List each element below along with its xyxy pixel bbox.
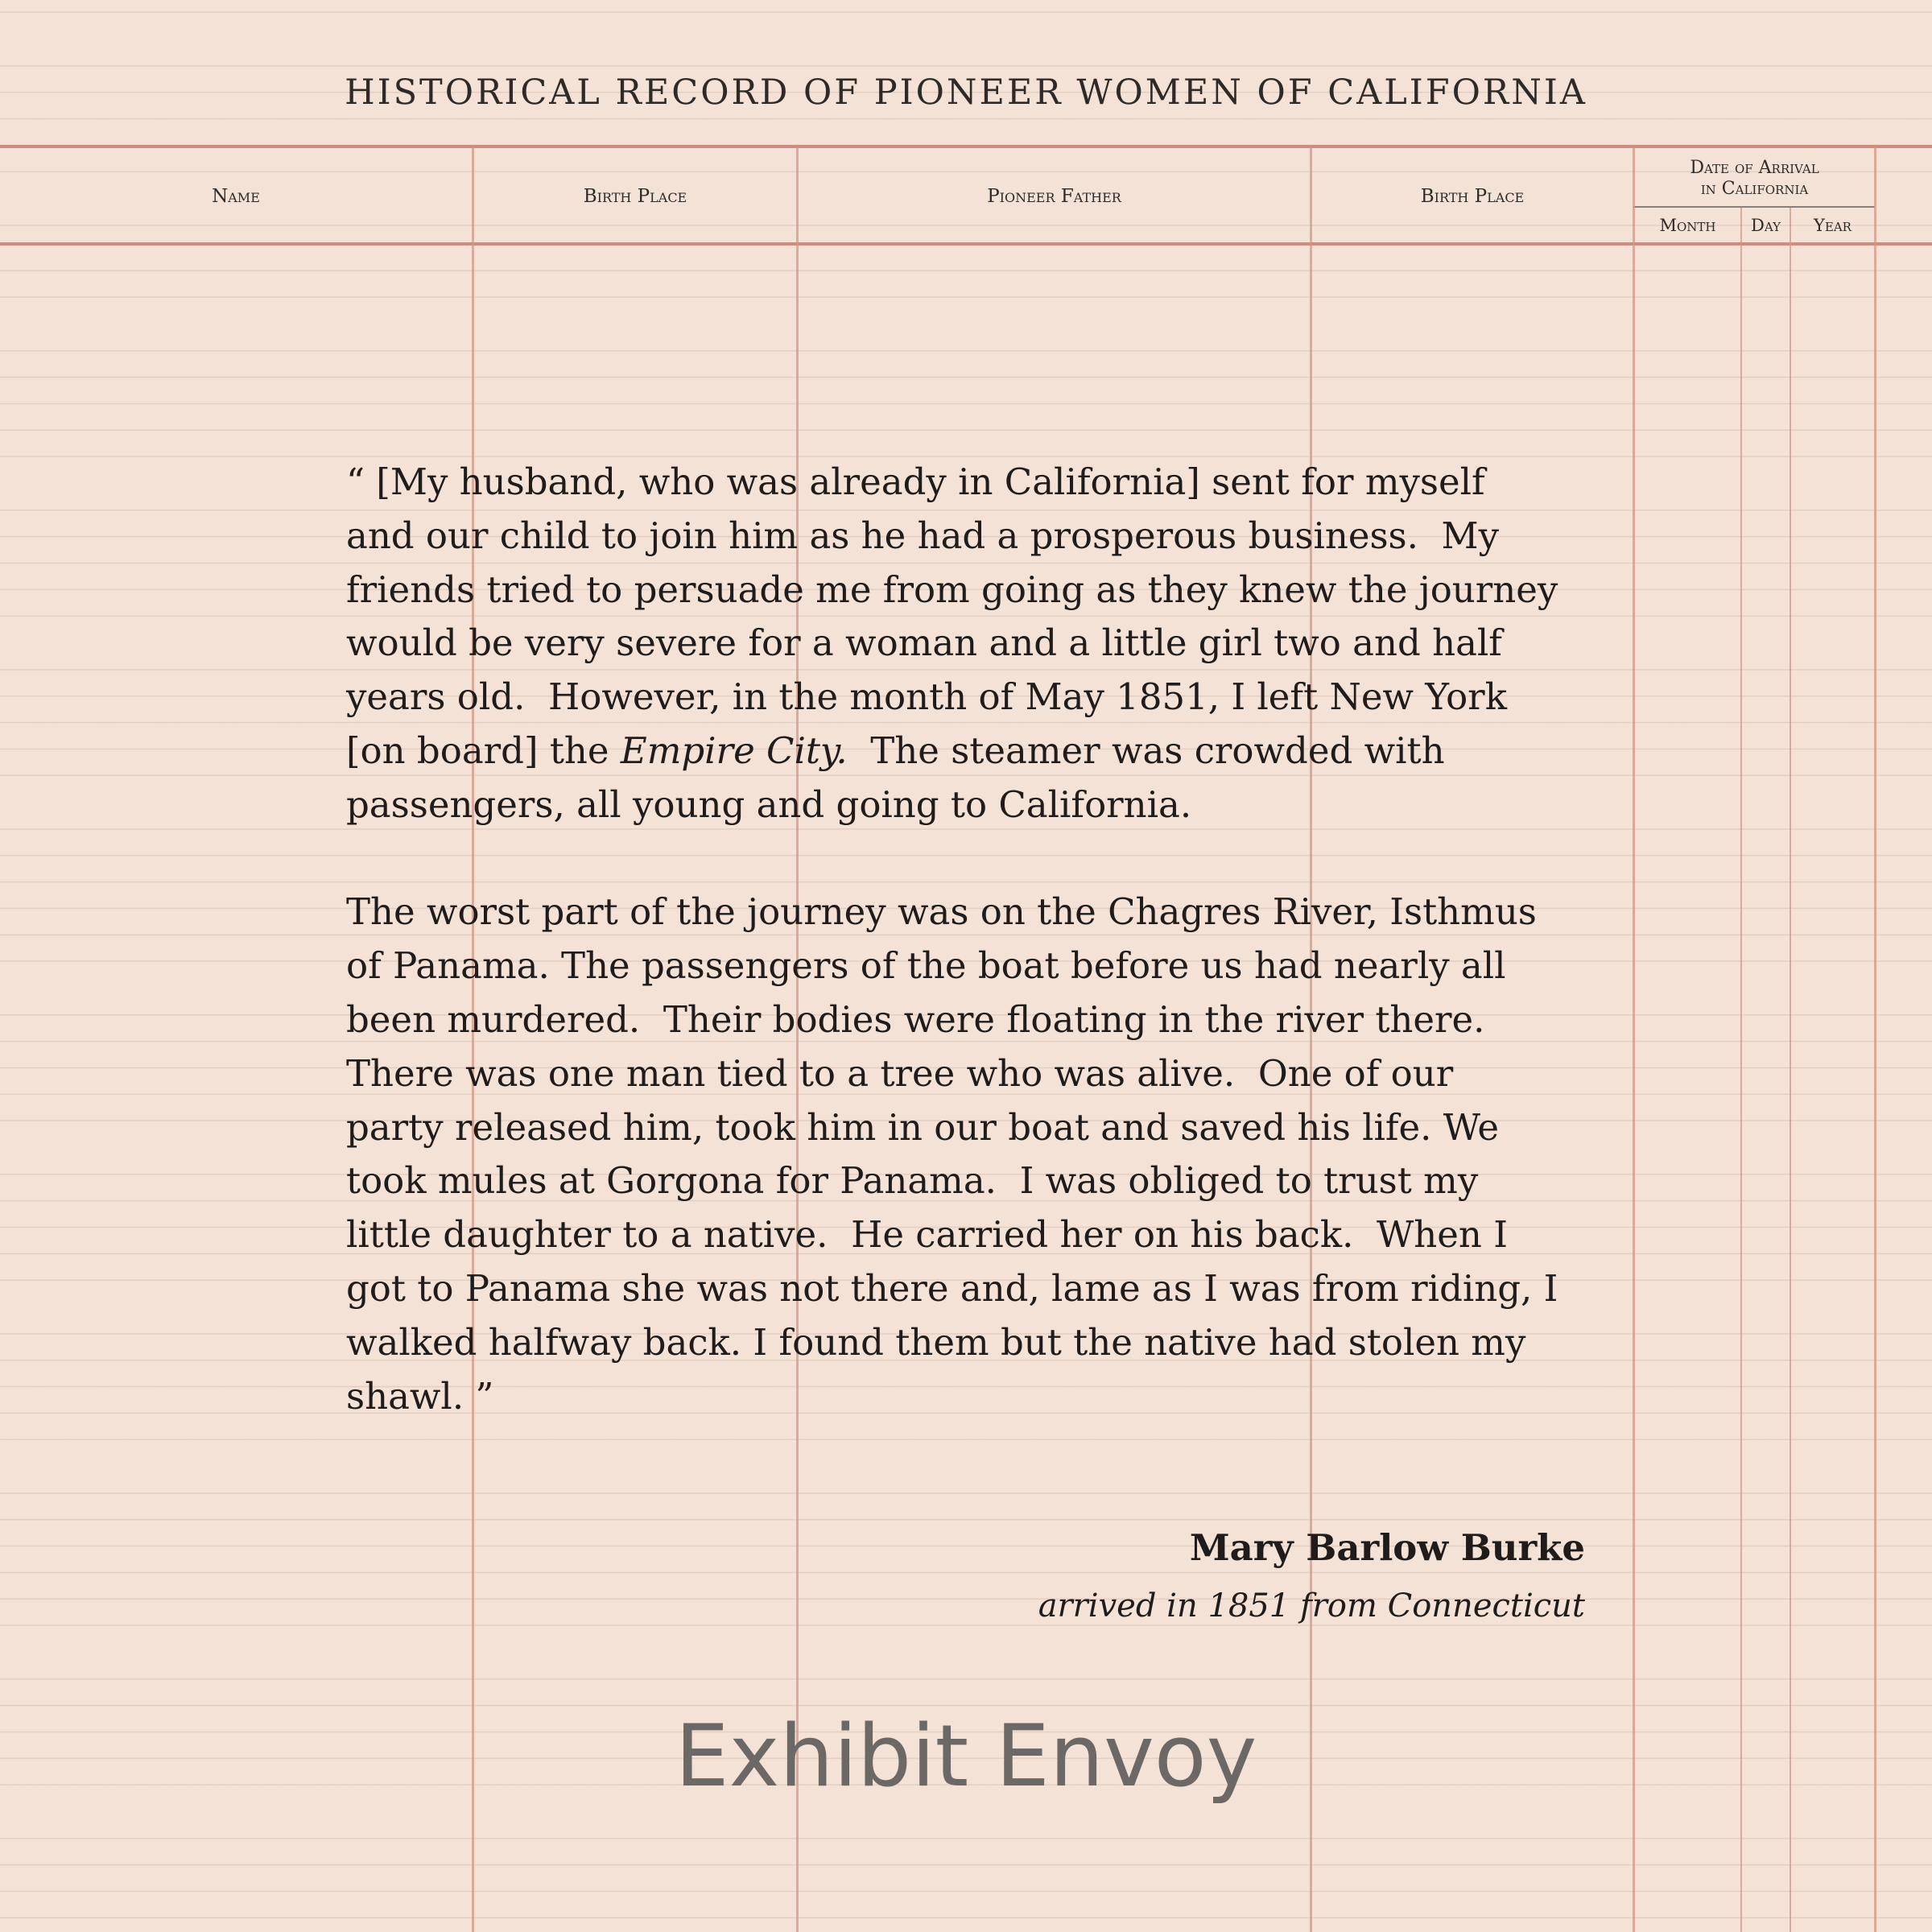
attribution-note: arrived in 1851 from Connecticut [1038,1587,1585,1624]
column-header-name: Name [212,186,260,207]
attribution-name: Mary Barlow Burke [1189,1526,1585,1569]
quote-line: took mules at Gorgona for Panama. I was obliged to trust my [346,1159,1479,1203]
quote-line: been murdered. Their bodies were floating in the river there. [346,997,1485,1041]
quote-line: and our child to join him as he had a prosperous business. My [346,514,1500,557]
quote-line: got to Panama she was not there and, lame as I was from riding, I [346,1266,1558,1310]
column-header-year: Year [1814,216,1852,235]
column-divider-month [1740,208,1742,1932]
quote-line: friends tried to persuade me from going as they knew the journey [346,568,1558,611]
quote-line-with-ship-name [346,724,1602,778]
ship-name: Empire City. [620,729,848,772]
quote-line: shawl. ” [346,1374,494,1418]
quote-text: [on board] the [346,729,621,772]
quote-line: party released him, took him in our boat and saved his life. We [346,1105,1499,1149]
arrival-header-line-2: in California [1700,179,1809,199]
column-header-father-birth-place: Birth Place [1420,186,1525,207]
quote-line: of Panama. The passengers of the boat before us had nearly all [346,944,1506,988]
quote-line: There was one man tied to a tree who was alive. One of our [346,1051,1454,1095]
quote-line: The worst part of the journey was on the Chagres River, Isthmus [346,890,1537,934]
quote-line: passengers, all young and going to California. [346,782,1192,826]
header-bottom-rule [0,242,1932,246]
quote-line: years old. However, in the month of May 1851, I left New York [346,675,1507,719]
column-divider-father-birthplace [1633,147,1635,1932]
quote-line: “ [My husband, who was already in California] sent for myself [346,460,1485,503]
page-title: HISTORICAL RECORD OF PIONEER WOMEN OF CALIFORNIA [345,72,1587,113]
column-header-pioneer-father: Pioneer Father [987,186,1121,207]
column-header-month: Month [1659,216,1716,235]
column-header-birth-place: Birth Place [583,186,687,207]
column-header-date-of-arrival [1635,158,1874,200]
quote-line: walked halfway back. I found them but the native had stolen my [346,1320,1526,1364]
quote-body [346,456,1602,1423]
quote-line: would be very severe for a woman and a little girl two and half [346,621,1502,665]
quote-line: little daughter to a native. He carried her on his back. When I [346,1213,1508,1257]
header-top-rule [0,145,1932,148]
column-header-day: Day [1751,216,1781,235]
column-divider-day [1790,208,1791,1932]
brand-wordmark: Exhibit Envoy [675,1707,1257,1806]
column-divider-year [1874,147,1876,1932]
arrival-sub-rule [1633,206,1875,208]
quote-text: The steamer was crowded with [847,729,1445,772]
arrival-header-line-1: Date of Arrival [1690,158,1819,178]
paragraph-gap [346,832,1602,886]
